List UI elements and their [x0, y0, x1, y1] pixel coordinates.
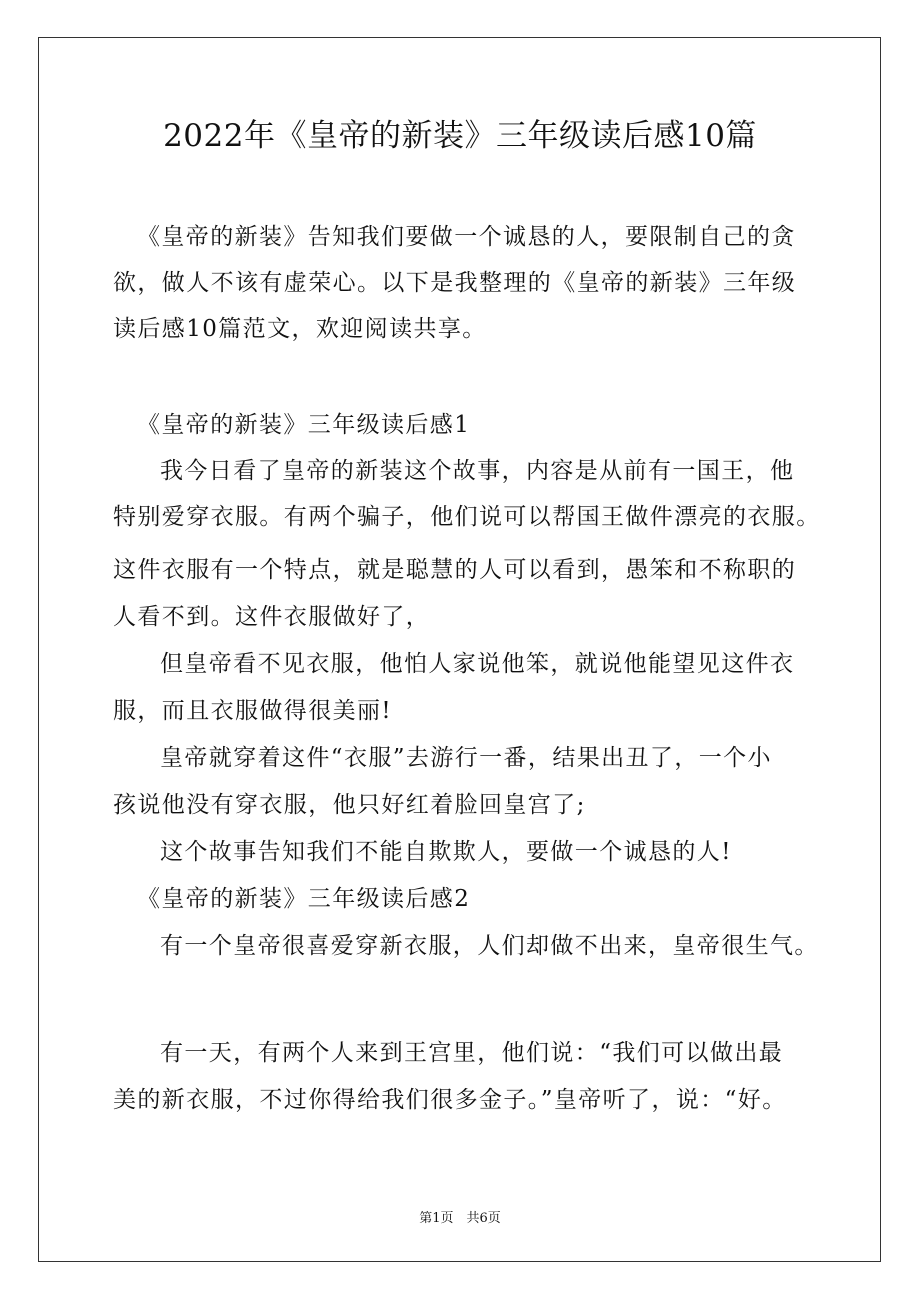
body-line: 美的新衣服，不过你得给我们很多金子。”皇帝听了，说：“好。 — [113, 1087, 787, 1113]
body-line: 这个故事告知我们不能自欺欺人，要做一个诚恳的人! — [160, 839, 732, 865]
body-line: 人看不到。这件衣服做好了， — [113, 604, 431, 630]
body-line: 特别爱穿衣服。有两个骗子，他们说可以帮国王做件漂亮的衣服。 — [113, 504, 821, 530]
body-line: 我今日看了皇帝的新装这个故事，内容是从前有一国王，他 — [160, 458, 795, 484]
intro-line: 读后感10篇范文，欢迎阅读共享。 — [113, 316, 487, 342]
intro-line: 欲，做人不该有虚荣心。以下是我整理的《皇帝的新装》三年级 — [113, 270, 797, 296]
body-line: 有一个皇帝很喜爱穿新衣服，人们却做不出来，皇帝很生气。 — [160, 933, 819, 959]
document-title: 2022年《皇帝的新装》三年级读后感10篇 — [163, 118, 757, 154]
body-line: 服，而且衣服做得很美丽! — [113, 698, 393, 724]
section-heading-2: 《皇帝的新装》三年级读后感2 — [137, 886, 471, 912]
body-line: 孩说他没有穿衣服，他只好红着脸回皇宫了; — [113, 792, 586, 818]
intro-line: 《皇帝的新装》告知我们要做一个诚恳的人，要限制自己的贪 — [137, 224, 796, 250]
body-line: 有一天，有两个人来到王宫里，他们说：“我们可以做出最 — [160, 1040, 784, 1066]
section-heading-1: 《皇帝的新装》三年级读后感1 — [137, 412, 471, 438]
body-line: 皇帝就穿着这件“衣服”去游行一番，结果出丑了，一个小 — [160, 745, 772, 771]
body-line: 这件衣服有一个特点，就是聪慧的人可以看到，愚笨和不称职的 — [113, 557, 797, 583]
page-number-footer: 第1页 共6页 — [419, 1211, 501, 1226]
body-line: 但皇帝看不见衣服，他怕人家说他笨，就说他能望见这件衣 — [160, 651, 795, 677]
